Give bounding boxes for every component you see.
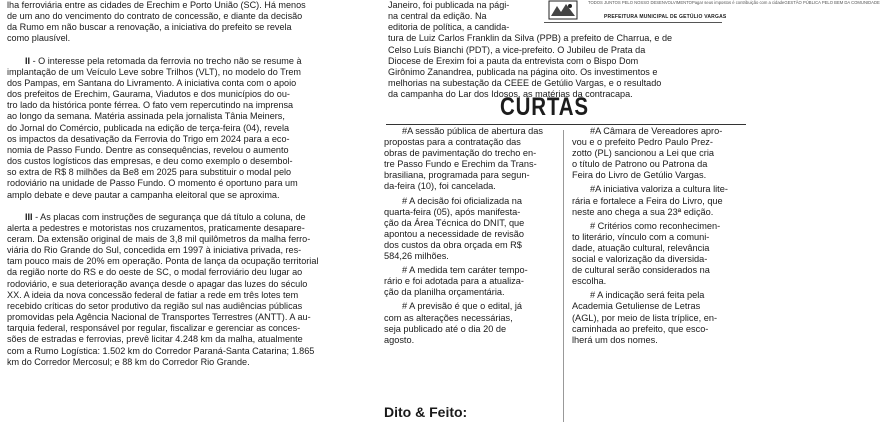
curtas-note [572,126,748,181]
text-line: # A medida tem caráter tempo- [402,265,528,276]
text-line: os impactos da desativação da Ferrovia do Trigo em 2024 para a eco- [7,133,290,144]
text-line: #A Câmara de Vereadores apro- [590,126,723,136]
text-line: # Critérios como reconhecimen- [590,220,721,231]
text-line: tre Passo Fundo e Erechim da Trans- [384,159,537,170]
text-line: tam pouco mais de 20% em operação. Ponta de lança da ocupação territorial [7,256,319,267]
text-line: agosto. [384,334,415,345]
text-line: escolha. [572,276,607,287]
text-line: tarquia federal, responsável por regular, fiscalizar e gerenciar as conces- [7,323,301,334]
text-line: Feira do Livro de Getúlio Vargas. [572,170,707,181]
ad-fine-print [588,0,880,6]
column-divider [563,130,564,422]
text-line: seja publicado até o dia 20 de [384,323,507,334]
text-line: recebido críticas do setor produtivo da região sul nas audiências públicas [7,300,303,311]
text-line: Academia Getuliense de Letras [572,301,701,312]
text-line: to literário, vínculo com a comuni- [572,231,710,242]
text-line: # A indicação será feita pela [590,290,705,301]
ad-fine-line: Pagar seus impostos é contribuição com a cidade [691,0,785,5]
text-line: lha ferroviária entre as cidades de Erechim e Porto União (SC). Há menos [7,0,306,10]
curtas-column-dnit [384,126,556,349]
text-line: nomia de Passo Fundo. Dentre as consequências, revelou o aumento [7,144,289,155]
text-line: da campanha do Lar dos Idosos, as matérias da contracapa. [388,89,633,100]
text-line: so extra de R$ 8 milhões da Be8 em 2025 para substituir o modal pelo [7,167,292,178]
text-line: ceram. Da extensão original de mais de 3,8 mil quilômetros da malha ferro- [7,233,311,244]
text-line: Girônimo Zanandrea, publicada na página oito. Os investimentos e [388,66,658,77]
text-line: da região norte do RS e do oeste de SC, o modal ferroviário deu lugar ao [7,267,303,278]
text-line: do Jornal do Comércio, publicada na edição de terça-feira (04), revela [7,122,290,133]
curtas-rule [386,124,746,125]
text-line: melhorias na subestação da CEEE de Getúlio Vargas, e o resultado [388,78,662,89]
text-line: rodoviário na unidade de Passo Fundo. O momento é oportuno para um [7,178,298,189]
text-line: tro lado da histórica ponte férrea. O fato vem repercutindo na imprensa [7,100,294,111]
curtas-column-feira-livro [572,126,748,349]
text-line: rária e fortalece a Feira do Livro, que [572,195,723,206]
text-line [7,56,379,67]
curtas-note [384,126,556,193]
text-line: Celso Luís Bianchi (PDT), a vice-prefeito. O Jubileu de Prata da [388,44,646,55]
section-number: III [25,211,33,222]
section-iii-paragraph [7,212,379,368]
text-line: alerta a pedestres e motoristas nos cruzamentos, praticamente desapare- [7,222,305,233]
text-line: promovidas pela Agência Nacional de Transportes Terrestres (ANTT). A au- [7,312,311,323]
text-line: Janeiro, foi publicada na pági- [388,0,510,10]
text-line: XX. A ideia da nova concessão federal de fatiar a rede em três lotes tem [7,289,299,300]
text-line: (AGL), por meio de lista tríplice, en- [572,312,718,323]
text-line: com as alterações necessárias, [384,312,513,323]
text-line: social e valorização da diversida- [572,254,708,265]
text-line: tura de Luiz Carlos Franklin da Silva (PPB) a prefeito de Charrua, e de [388,33,673,44]
text-line-rest: - As placas com instruções de segurança que dá título a coluna, de [32,211,306,222]
curtas-note [384,196,556,263]
text-line: Diocese de Erexim foi a pauta da entrevista com o Bispo Dom [388,55,639,66]
text-line: ção da planilha orçamentária. [384,287,505,298]
dito-feito-heading: Dito & Feito: [384,404,468,420]
text-line: viária do Rio Grande do Sul, concedida em 1997 à iniciativa privada, res- [7,245,302,256]
text-line: da-feira (10), foi cancelada. [384,181,496,192]
text-line: dade, atuação cultural, relevância [572,242,710,253]
text-line: vou e o prefeito Pedro Paulo Prez- [572,137,713,148]
curtas-note [572,184,748,217]
text-line: km do Corredor Mercosul; e 88 km do Corredor Rio Grande. [7,356,250,367]
text-line: implantação de um Veículo Leve sobre Trilhos (VLT), no modelo do Trem [7,66,302,77]
text-line: dos prefeitos de Erechim, Gaurama, Viadutos e dos municípios do ou- [7,89,290,100]
intro-paragraph [7,0,379,45]
text-line: # A decisão foi oficializada na [402,195,523,206]
text-line: ao longo da semana. Matéria assinada pela jornalista Tânia Meiners, [7,111,285,122]
curtas-note [572,290,748,345]
ad-fine-line: GESTÃO PÚBLICA PELO BEM DA COMUNIDADE [784,0,880,5]
text-line: dos custos logísticos das empresas, e deu como exemplo o desembol- [7,156,293,167]
text-line: de um ano do vencimento do contrato de concessão, e diante da decisão [7,11,303,22]
text-line: propostas para a contratação das [384,137,521,148]
text-line: dos Pampas, em Santana do Livramento. A iniciativa conta com o apoio [7,77,297,88]
text-line: apontou a necessidade de revisão [384,228,524,239]
text-line: rário e foi adotada para a atualiza- [384,276,524,287]
text-line: obras de pavimentação do trecho en- [384,148,537,159]
text-line: #A sessão pública de abertura das [402,126,543,136]
text-line [7,212,379,223]
text-line: # A previsão é que o edital, já [402,301,523,312]
text-line: ção da Área Técnica do DNIT, que [384,217,525,228]
curtas-note [384,301,556,345]
text-line: zotto (PL) sancionou a Lei que cria [572,148,714,159]
text-line: de cultural serão considerados na [572,265,710,276]
curtas-note [384,265,556,298]
text-line: com a Rumo Logística: 1.502 km do Corredor Paraná-Santa Catarina; 1.865 [7,345,315,356]
text-line: caminhada ao prefeito, que esco- [572,323,709,334]
prefeitura-logo-icon [548,0,578,20]
text-line: neste ano chega a sua 23ª edição. [572,206,714,217]
text-line: da Rumo em não buscar a renovação, a iniciativa do prefeito se revela [7,22,292,33]
prefeitura-ad [544,0,880,23]
text-line: o título de Patrono ou Patrona da [572,159,708,170]
text-line: dos custos da obra orçada em R$ [384,239,522,250]
curtas-heading: CURTAS [500,93,589,121]
text-line: #A iniciativa valoriza a cultura lite- [590,184,728,195]
text-line: 584,26 milhões. [384,251,449,262]
text-line: brasiliana, programada para segun- [384,170,530,181]
curtas-note [572,221,748,288]
prefeitura-name: PREFEITURA MUNICIPAL DE GETÚLIO VARGAS [604,14,727,20]
text-line: amplo debate e deve pautar a campanha eleitoral que se aproxima. [7,189,280,200]
left-column [7,0,379,422]
text-line: como plausível. [7,33,71,44]
text-line: editoria de política, a candida- [388,22,510,33]
text-line: quarta-feira (05), após manifesta- [384,206,521,217]
ad-fine-line: TODOS JUNTOS PELO NOSSO DESENVOLVIMENTO [588,0,692,5]
text-line: rodoviário, e sua deterioração avança desde o apagar das luzes do século [7,278,308,289]
text-line-rest: - O interesse pela retomada da ferrovia no trecho não se resume à [30,55,302,66]
text-line: na central da edição. Na [388,11,487,22]
text-line: lherá um dos nomes. [572,334,658,345]
text-line: sões de estradas e ferrovias, prevê licitar 4.248 km da malha, atualmente [7,334,303,345]
section-ii-paragraph [7,56,379,201]
section-number: II [25,55,31,66]
